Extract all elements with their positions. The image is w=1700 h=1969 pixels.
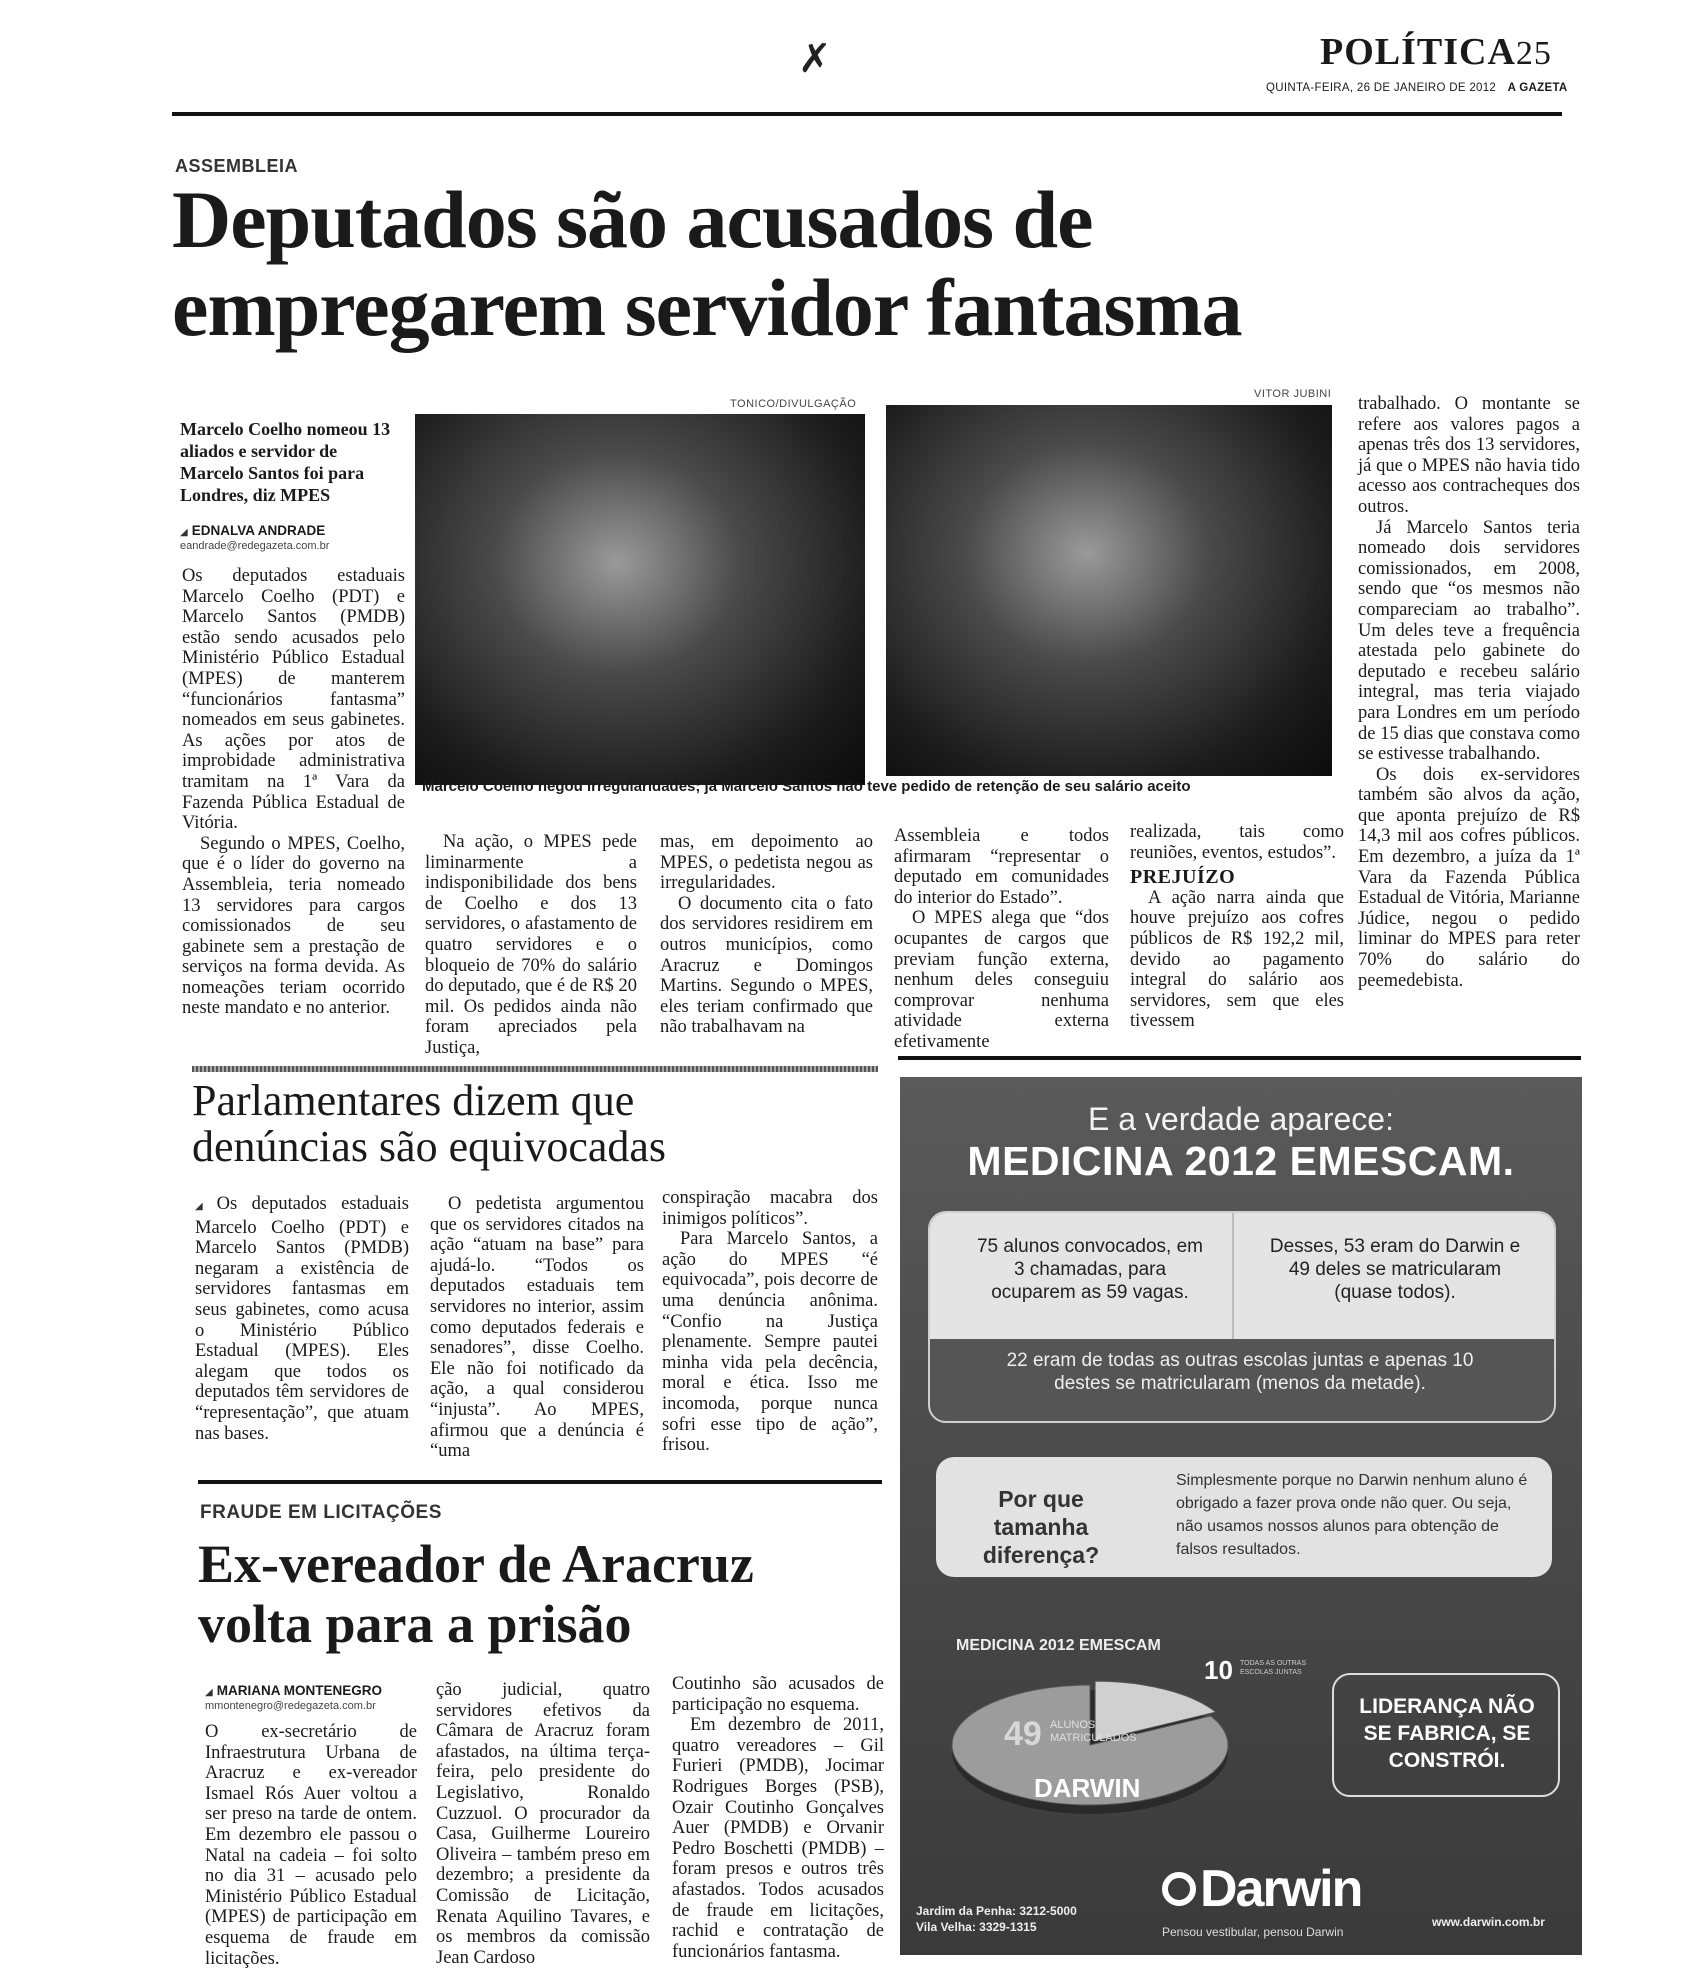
story2-headline-line1: Parlamentares dizem que — [192, 1076, 635, 1125]
story2-text: Os deputados estaduais Marcelo Coelho (PDT) e Marcelo Santos (PMDB) negaram a existência de servidores fantasmas em seus gabinetes, como acusa o Ministério Público Estadual (MPES). Eles alegam que todos os deputados têm servidores de “representação”, que atuam nas bases. — [195, 1194, 409, 1444]
pie-brand: DARWIN — [1034, 1773, 1141, 1803]
photo-marcelo-coelho — [415, 414, 865, 785]
tagline: Pensou vestibular, pensou Darwin — [1162, 1925, 1344, 1939]
story3-column-1 — [205, 1722, 417, 1969]
darwin-logo — [1162, 1859, 1361, 1919]
story3-top-rule — [198, 1480, 882, 1484]
darwin-advertisement — [900, 1077, 1582, 1955]
story1-paragraph: Os dois ex-servidores também são alvos da ação, que aponta prejuízo de R$ 14,3 mil aos cofres públicos. Em dezembro, a juíza da 1ª Vara da Fazenda Pública Estadual de Vitória, Marianne Júdice, negou o pedido liminar do MPES para reter 70% do salário do peemedebista. — [1358, 764, 1580, 991]
photo1-credit: TONICO/DIVULGAÇÃO — [730, 398, 857, 410]
pie-small-number: 10 — [1204, 1655, 1233, 1685]
byline-author: EDNALVA ANDRADE — [191, 523, 326, 538]
question-text: Por que tamanha diferença? — [982, 1486, 1100, 1568]
story1-paragraph: mas, em depoimento ao MPES, o pedetista negou as irregularidades. — [660, 832, 873, 894]
story3-byline — [205, 1682, 435, 1712]
byline-email: eandrade@redegazeta.com.br — [180, 540, 330, 552]
ad-top-rule — [898, 1056, 1581, 1060]
byline-marker-icon: ◢ — [180, 527, 188, 538]
story1-paragraph: Segundo o MPES, Coelho, que é o líder do governo na Assembleia, teria nomeado 13 servidores para cargos comissionados de seu gabinete sem a prestação de serviços na forma devida. As nomeações teriam ocorrido neste mandato e no anterior. — [182, 833, 405, 1019]
byline-email: mmontenegro@redegazeta.com.br — [205, 1700, 376, 1712]
story3-headline-line2: volta para a prisão — [198, 1594, 632, 1654]
story3-column-2 — [436, 1680, 650, 1968]
section-name: POLÍTICA — [1320, 31, 1516, 73]
slogan-box — [1332, 1673, 1560, 1797]
section-title — [1320, 30, 1552, 74]
handwritten-mark: ✗ — [798, 36, 832, 82]
story2-paragraph: O pedetista argumentou que os servidores citados na ação “atuam na base” para ajudá-lo. “Todos os deputados estaduais tem servidores no interior, assim como deputados federais e senadores”, disse Coelho. Ele não foi notificado da ação, a qual considerou “injusta”. Ao MPES, afirmou que a denúncia é “uma — [430, 1194, 644, 1462]
logo-mark-icon — [1162, 1872, 1196, 1906]
website: www.darwin.com.br — [1432, 1915, 1545, 1929]
stats-left: 75 alunos convocados, em 3 chamadas, para ocuparem as 59 vagas. — [976, 1236, 1204, 1303]
story1-paragraph: A ação narra ainda que houve prejuízo aos cofres públicos de R$ 192,2 mil, devido ao pagamento integral do salário aos servidores, sem que eles tivessem — [1130, 887, 1344, 1032]
story1-deck: Marcelo Coelho nomeou 13 aliados e servidor de Marcelo Santos foi para Londres, diz MPES — [180, 419, 391, 505]
stats-bottom: 22 eram de todas as outras escolas juntas e apenas 10 destes se matricularam (menos da metade). — [1006, 1350, 1474, 1394]
story1-paragraph: O MPES alega que “dos ocupantes de cargos que previam função externa, nenhum deles conseguiu comprovar nenhuma atividade externa efetivamente — [894, 908, 1109, 1052]
story1-column-2 — [425, 832, 637, 1059]
story1-paragraph: realizada, tais como reuniões, eventos, estudos”. — [1130, 822, 1344, 863]
header-rule — [172, 112, 1562, 116]
logo-text: Darwin — [1200, 1860, 1362, 1918]
story3-paragraph: ção judicial, quatro servidores efetivos da Câmara de Aracruz foram afastados, na última terça-feira, pelo presidente do Legislativo, Ronaldo Cuzzuol. O procurador da Casa, Guilherme Loureiro Oliveira – também preso em dezembro; a presidente da Comissão de Licitação, Renata Aquilino Tavares, e os membros da comissão Jean Cardoso — [436, 1680, 650, 1968]
story1-column-5 — [1130, 822, 1344, 1032]
photo-marcelo-santos — [886, 405, 1332, 776]
phone-1: Jardim da Penha: 3212-5000 — [916, 1904, 1077, 1918]
story1-paragraph: Já Marcelo Santos teria nomeado dois servidores comissionados, em 2008, sendo que “os mesmos não compareciam ao trabalho”. Um deles teve a frequência atestada pelo gabinete do deputado e recebeu salário integral, mas teria viajado para Londres em um período de 15 dias que constava como se estivesse trabalhando. — [1358, 517, 1580, 765]
story1-column-6 — [1358, 394, 1580, 991]
stats-box — [928, 1211, 1556, 1423]
story3-paragraph: O ex-secretário de Infraestrutura Urbana de Aracruz e ex-vereador Ismael Rós Auer voltou a ser preso na tarde de ontem. Em dezembro ele passou o Natal na cadeia – foi solto no dia 31 – acusado pelo Ministério Público Estadual (MPES) de participação em esquema de fraude em licitações. — [205, 1722, 417, 1969]
story2-paragraph: Para Marcelo Santos, a ação do MPES “é equivocada”, pois decorre de uma denúncia anônima. “Confio na Justiça plenamente. Sempre pautei minha vida pela decência, moral e ética. Isso me incomoda, porque nunca sofri esse tipo de ação”, frisou. — [662, 1229, 878, 1456]
story2-column-3 — [662, 1188, 878, 1456]
story1-kicker: ASSEMBLEIA — [175, 156, 299, 176]
phone-numbers — [916, 1903, 1077, 1935]
story2-column-1 — [195, 1194, 409, 1444]
story1-headline — [172, 176, 1572, 352]
story3-paragraph: Coutinho são acusados de participação no esquema. — [672, 1674, 884, 1715]
ad-title — [900, 1101, 1582, 1185]
ad-title-line2: MEDICINA 2012 EMESCAM. — [967, 1138, 1515, 1184]
story2-paragraph: conspiração macabra dos inimigos políticos”. — [662, 1188, 878, 1229]
story3-headline-line1: Ex-vereador de Aracruz — [198, 1534, 754, 1594]
question-box — [936, 1457, 1552, 1577]
story1-column-4 — [894, 826, 1109, 1053]
paragraph-marker-icon: ◢ — [195, 1201, 213, 1212]
story1-byline — [180, 522, 410, 552]
byline-marker-icon: ◢ — [205, 1687, 213, 1698]
pie-big-label: ALUNOS MATRICULADOS — [1050, 1719, 1137, 1744]
story3-headline — [198, 1534, 888, 1654]
pie-title: MEDICINA 2012 EMESCAM — [956, 1637, 1161, 1654]
stats-divider — [1232, 1213, 1234, 1339]
byline-author: MARIANA MONTENEGRO — [216, 1683, 382, 1698]
story2-headline — [192, 1078, 882, 1170]
story2-top-rule — [192, 1066, 878, 1072]
story1-headline-line1: Deputados são acusados de — [172, 174, 1093, 265]
ad-title-line1: E a verdade aparece: — [1088, 1101, 1394, 1137]
date-text: QUINTA-FEIRA, 26 DE JANEIRO DE 2012 — [1266, 82, 1497, 94]
story3-paragraph: Em dezembro de 2011, quatro vereadores – Gil Furieri (PMDB), Jocimar Rodrigues Borges (PSB), Ozair Coutinho Gonçalves Auer (PMDB) e Orvanir Pedro Boschetti (PMDB) – foram presos e outros três afastados. Todos acusados de fraude em licitações, rachid e contratação de funcionários fantasma. — [672, 1715, 884, 1962]
story1-paragraph: Na ação, o MPES pede liminarmente a indisponibilidade dos bens de Coelho e dos 13 servidores, o afastamento de quatro servidores e o bloqueio de 70% do salário do deputado, que é de R$ 20 mil. Os pedidos ainda não foram apreciados pela Justiça, — [425, 832, 637, 1058]
story3-column-3 — [672, 1674, 884, 1962]
story2-column-2 — [430, 1194, 644, 1462]
paper-name: A GAZETA — [1507, 82, 1568, 94]
pie-small-label: TODAS AS OUTRAS ESCOLAS JUNTAS — [1240, 1660, 1306, 1676]
story1-paragraph: Assembleia e todos afirmaram “representar o deputado em comunidades do interior do Estado”. — [894, 826, 1109, 908]
photo-caption: Marcelo Coelho negou irregularidades; já Marcelo Santos não teve pedido de retenção de seu salário aceito — [422, 778, 1191, 795]
phone-2: Vila Velha: 3329-1315 — [916, 1920, 1037, 1934]
story1-paragraph: O documento cita o fato dos servidores residirem em outros municípios, como Aracruz e Domingos Martins. Segundo o MPES, eles teriam confirmado que não trabalhavam na — [660, 893, 873, 1038]
page-number: 25 — [1515, 35, 1552, 72]
story3-kicker: FRAUDE EM LICITAÇÕES — [200, 1502, 442, 1523]
pie-big-value: 49 — [1004, 1715, 1042, 1753]
slogan-text: LIDERANÇA NÃO SE FABRICA, SE CONSTRÓI. — [1359, 1695, 1535, 1772]
story2-headline-line2: denúncias são equivocadas — [192, 1122, 667, 1171]
issue-date — [1266, 82, 1568, 94]
photo2-credit: VITOR JUBINI — [1254, 388, 1332, 400]
stats-right: Desses, 53 eram do Darwin e 49 deles se matricularam (quase todos). — [1269, 1236, 1521, 1303]
answer-text: Simplesmente porque no Darwin nenhum aluno é obrigado a fazer prova onde não quer. Ou seja, não usamos nossos alunos para obtenção de falsos resultados. — [1176, 1472, 1528, 1558]
story2-paragraph — [195, 1194, 409, 1444]
pie-small-value — [1204, 1655, 1233, 1686]
story1-subhead: PREJUÍZO — [1130, 866, 1236, 889]
story1-headline-line2: empregarem servidor fantasma — [172, 262, 1242, 353]
story1-column-1 — [182, 566, 405, 1019]
story1-paragraph: Os deputados estaduais Marcelo Coelho (PDT) e Marcelo Santos (PMDB) estão sendo acusados pelo Ministério Público Estadual (MPES) de manterem “funcionários fantasma” nomeados em seus gabinetes. As ações por atos de improbidade administrativa tramitam na 1ª Vara da Fazenda Pública Estadual de Vitória. — [182, 566, 405, 834]
story1-paragraph: trabalhado. O montante se refere aos valores pagos a apenas três dos 13 servidores, já que o MPES não havia tido acesso aos contracheques dos outros. — [1358, 394, 1580, 517]
story1-column-3 — [660, 832, 873, 1038]
